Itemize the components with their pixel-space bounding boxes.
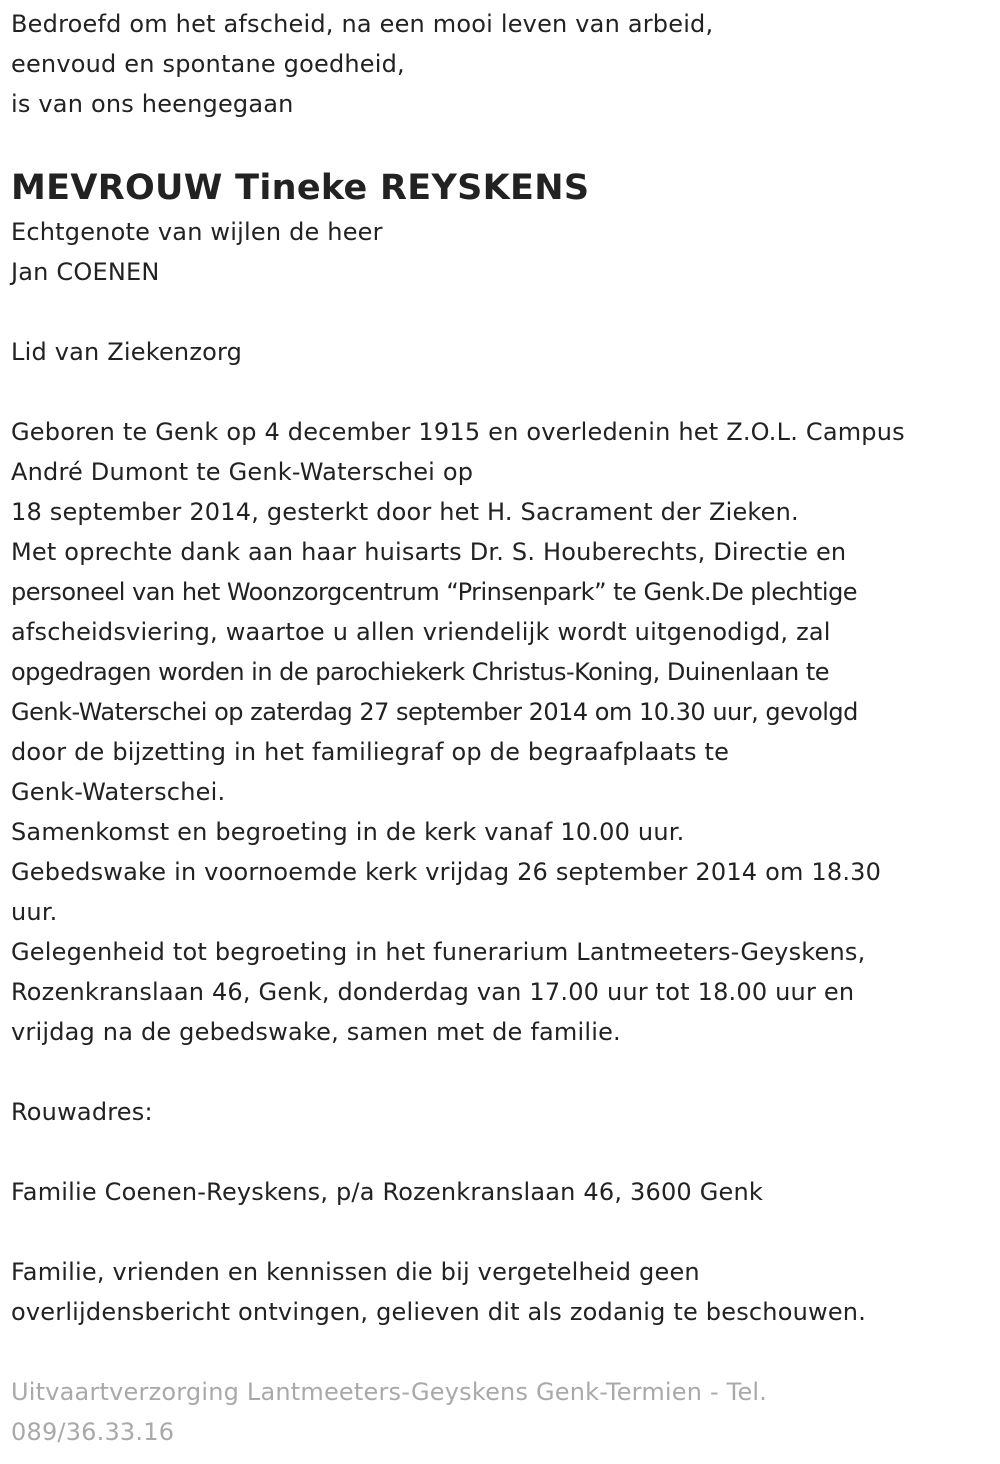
- details-line: Rozenkranslaan 46, Genk, donderdag van 17.00 uur tot 18.00 uur en: [11, 978, 855, 1006]
- intro-line: eenvoud en spontane goedheid,: [11, 50, 405, 78]
- address-label: Rouwadres:: [11, 1098, 153, 1126]
- details-line: 18 september 2014, gesterkt door het H. Sacrament der Zieken.: [11, 498, 799, 526]
- membership: Lid van Ziekenzorg: [11, 338, 243, 366]
- details-line: Met oprechte dank aan haar huisarts Dr. S. Houberechts, Directie en: [11, 538, 847, 566]
- details-line: Genk-Waterschei.: [11, 778, 226, 806]
- deceased-name: MEVROUW Tineke REYSKENS: [11, 168, 590, 208]
- intro-text: [11, 0, 991, 124]
- spouse-info: [11, 212, 991, 292]
- intro-line: Bedroefd om het afscheid, na een mooi leven van arbeid,: [11, 10, 714, 38]
- details-line: Gelegenheid tot begroeting in het funerarium Lantmeeters-Geyskens,: [11, 938, 866, 966]
- mourning-address: Familie Coenen-Reyskens, p/a Rozenkranslaan 46, 3600 Genk: [11, 1178, 763, 1206]
- details-line: Gebedswake in voornoemde kerk vrijdag 26 september 2014 om 18.30: [11, 858, 882, 886]
- obituary-notice: [11, 0, 991, 1452]
- details-text: [11, 412, 991, 1052]
- footer-phone: 089/36.33.16: [11, 1418, 175, 1446]
- details-line: André Dumont te Genk-Waterschei op: [11, 458, 474, 486]
- details-line: opgedragen worden in de parochiekerk Christus-Koning, Duinenlaan te: [11, 658, 830, 686]
- details-line: door de bijzetting in het familiegraf op de begraafplaats te: [11, 738, 730, 766]
- notice-line: overlijdensbericht ontvingen, gelieven dit als zodanig te beschouwen.: [11, 1298, 867, 1326]
- notice-text: [11, 1252, 991, 1332]
- details-line: uur.: [11, 898, 58, 926]
- spouse-line: Echtgenote van wijlen de heer: [11, 218, 383, 246]
- notice-line: Familie, vrienden en kennissen die bij vergetelheid geen: [11, 1258, 700, 1286]
- details-line: vrijdag na de gebedswake, samen met de familie.: [11, 1018, 621, 1046]
- intro-line: is van ons heengegaan: [11, 90, 294, 118]
- details-line: afscheidsviering, waartoe u allen vriendelijk wordt uitgenodigd, zal: [11, 618, 831, 646]
- spouse-name: Jan COENEN: [11, 258, 160, 286]
- footer-line: Uitvaartverzorging Lantmeeters-Geyskens Genk-Termien - Tel.: [11, 1378, 768, 1406]
- details-line: personeel van het Woonzorgcentrum “Prinsenpark” te Genk.De plechtige: [11, 578, 858, 606]
- details-line: Samenkomst en begroeting in de kerk vanaf 10.00 uur.: [11, 818, 685, 846]
- details-line: Geboren te Genk op 4 december 1915 en overledenin het Z.O.L. Campus: [11, 418, 905, 446]
- details-line: Genk-Waterschei op zaterdag 27 september 2014 om 10.30 uur, gevolgd: [11, 698, 858, 726]
- funeral-home-footer: [11, 1372, 991, 1452]
